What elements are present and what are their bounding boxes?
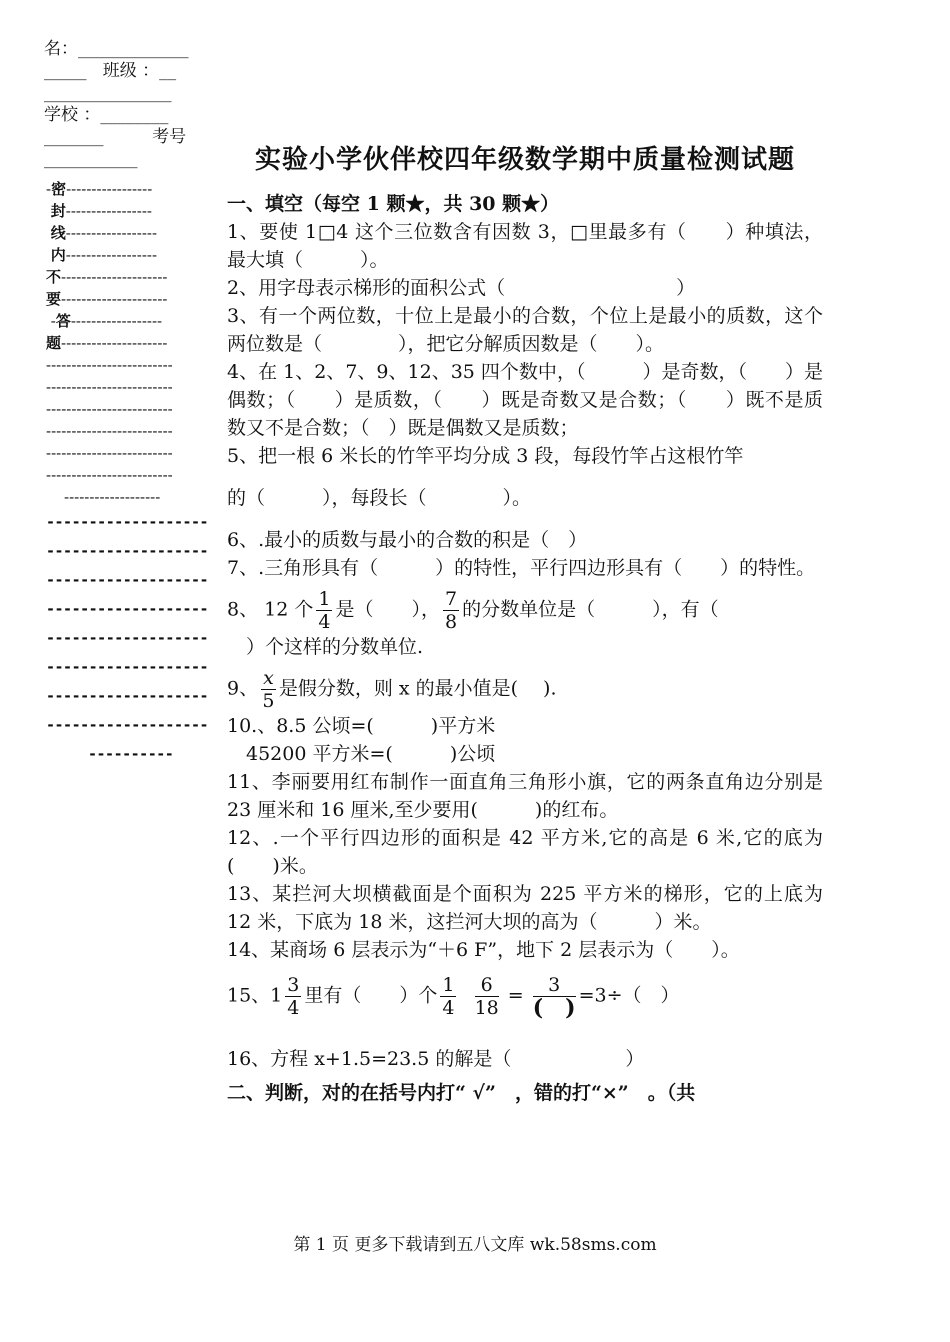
seal-line: [46, 244, 214, 266]
seal-dashes: ---------------------: [61, 268, 168, 286]
fraction-denominator: 4: [287, 997, 300, 1019]
question-7: 7、.三角形具有（ ）的特性，平行四边形具有（ ）的特性。: [227, 557, 816, 579]
fraction-denominator: 18: [474, 997, 499, 1019]
seal-dash-line: -------------------------: [46, 400, 173, 418]
seal-line: [46, 178, 214, 200]
question-12: 12、.一个平行四边形的面积是 42 平方米,它的高是 6 米,它的底为( )米。: [227, 827, 823, 877]
q8-text: 的分数单位是（ ），有（: [462, 598, 719, 621]
question-5b: 的（ ），每段长（ ）。: [227, 487, 532, 509]
question-10b: 45200 平方米=( )公顷: [227, 743, 496, 765]
fraction-denominator: 5: [262, 690, 275, 712]
fraction-one-quarter: [316, 588, 332, 633]
seal-character: 答: [55, 312, 71, 330]
seal-line: [46, 332, 214, 354]
question-5a: 5、把一根 6 米长的竹竿平均分成 3 段，每段竹竿占这根竹竿: [227, 445, 744, 467]
class-label: 班级 ：__: [102, 61, 177, 81]
fraction-numerator: 7: [444, 588, 458, 610]
seal-character: 线: [50, 224, 66, 242]
section-fill-blank-heading: 一、填空（每空 1 颗★，共 30 颗★）: [227, 193, 560, 215]
equals-sign: =: [507, 984, 524, 1007]
question-9: [227, 667, 823, 712]
question-14: 14、某商场 6 层表示为“＋6 F”，地下 2 层表示为（ ）。: [227, 939, 740, 961]
seal-thick-dash-line: -------------------: [46, 600, 209, 618]
seal-line: [46, 200, 214, 222]
seal-line: [46, 288, 214, 310]
seal-dash-line: -------------------------: [46, 444, 173, 462]
fraction-x-over-5: [261, 667, 276, 712]
seal-thick-dash-line: -------------------: [46, 513, 209, 531]
question-1: 1、要使 1□4 这个三位数含有因数 3，□里最多有（ ）种填法，最大填（ ）。: [227, 221, 823, 271]
fraction-denominator-blank: ( ): [532, 995, 576, 1021]
school-blank: _______: [44, 127, 104, 147]
q15-text: 里有（ ）个: [304, 984, 438, 1007]
seal-character: 题: [46, 334, 62, 352]
q15-text: 15、1: [227, 984, 283, 1007]
fraction-seven-eighths: [443, 588, 459, 633]
fraction-three-over-blank: [533, 974, 576, 1019]
class-row: [44, 60, 212, 82]
question-16: 16、方程 x+1.5=23.5 的解是（ ）: [227, 1048, 645, 1070]
name-row: [44, 38, 212, 60]
fraction-numerator: x: [263, 667, 274, 689]
fraction-three-quarters: [285, 974, 301, 1019]
fraction-numerator: 6: [475, 974, 499, 997]
seal-dashes: ------------------: [65, 246, 158, 264]
seal-dash-line: -------------------------: [46, 356, 173, 374]
fraction-denominator: 8: [444, 611, 458, 633]
seal-character: 内: [50, 246, 66, 264]
seal-character: 要: [46, 290, 62, 308]
seal-line: [46, 266, 214, 288]
name-label: 名：: [44, 39, 78, 59]
page-footer: 第 1 页 更多下载请到五八文库 wk.58sms.com: [293, 1235, 657, 1255]
seal-dashes: ---------------------: [61, 334, 168, 352]
seal-prefix: -: [46, 180, 52, 198]
seal-dashes: -----------------: [65, 202, 152, 220]
fraction-six-eighteenths: [475, 974, 499, 1019]
school-label: 学校 ：________: [44, 105, 169, 125]
spacer: [227, 512, 823, 526]
question-4: 4、在 1、2、7、9、12、35 四个数中，（ ）是奇数，（ ）是偶数；（ ）是质数，（ ）既是奇数又是合数；（ ）既不是质数又不是合数；（ ）既是偶数又是质数；: [227, 361, 823, 439]
question-13: 13、某拦河大坝横截面是个面积为 225 平方米的梯形，它的上底为 12 米，下底为 18 米，这拦河大坝的高为（ ）米。: [227, 883, 823, 933]
seal-prefix: -: [46, 312, 56, 330]
q15-text: =3÷（ ）: [578, 984, 680, 1007]
spacer: [227, 470, 823, 484]
name-blank: _____________: [78, 39, 189, 59]
question-11: 11、李丽要用红布制作一面直角三角形小旗，它的两条直角边分别是 23 厘米和 16 厘米,至少要用( )的红布。: [227, 771, 823, 821]
exam-label: 考号: [152, 127, 187, 147]
question-2: 2、用字母表示梯形的面积公式（ ）: [227, 277, 696, 299]
fraction-numerator: 3: [533, 974, 576, 997]
q9-text: 9、: [227, 677, 259, 700]
seal-line-area: [46, 178, 214, 769]
seal-thick-dash-line: -------------------: [46, 571, 209, 589]
seal-thick-dash-line: -------------------: [46, 658, 209, 676]
page-title: 实验小学伙伴校四年级数学期中质量检测试题: [254, 145, 795, 175]
seal-thick-dash-line: -------------------: [46, 687, 209, 705]
seal-dashes: ---------------------: [61, 290, 168, 308]
seal-character: 密: [51, 180, 67, 198]
question-6: 6、.最小的质数与最小的合数的积是（ ）: [227, 529, 588, 551]
seal-dashes: -----------------: [66, 180, 153, 198]
fraction-numerator: 3: [287, 974, 300, 996]
seal-dash-line: -------------------------: [46, 378, 173, 396]
q8-text: 是（ ），: [335, 598, 440, 621]
name-blank-cont: _____: [44, 61, 87, 81]
seal-thick-dash-line: ----------: [88, 745, 174, 763]
seal-character: 不: [46, 268, 62, 286]
question-10a: 10.、8.5 公顷=( )平方米: [227, 715, 496, 737]
exam-blank: ___________: [44, 149, 138, 169]
seal-thick-dash-line: -------------------: [46, 542, 209, 560]
q9-text: 是假分数，则 x 的最小值是( ).: [278, 677, 557, 700]
spacer: [227, 1019, 823, 1045]
question-3: 3、有一个两位数，十位上是最小的合数，个位上是最小的质数，这个两位数是（ ），把它分解质因数是（ ）。: [227, 305, 823, 355]
question-8-cont: ）个这样的分数单位.: [227, 636, 424, 658]
student-info-block: [44, 38, 212, 170]
seal-thick-dash-line: -------------------: [46, 629, 209, 647]
fraction-denominator: 4: [442, 997, 455, 1019]
seal-dash-line: -------------------------: [46, 422, 173, 440]
seal-dashes: ------------------: [70, 312, 163, 330]
class-blank: _______________: [44, 83, 172, 103]
fraction-numerator: 1: [442, 974, 455, 996]
seal-line: [46, 310, 214, 332]
exam-row: [44, 126, 212, 148]
section-true-false-heading: 二、判断，对的在括号内打“ √” ，错的打“×” 。（共: [227, 1082, 696, 1104]
seal-dash-line: -------------------------: [46, 466, 173, 484]
fraction-one-quarter: [440, 974, 456, 1019]
seal-dashes: ------------------: [65, 224, 158, 242]
seal-dash-line: -------------------: [64, 488, 161, 506]
fraction-denominator: 4: [318, 611, 331, 633]
question-15: [227, 974, 823, 1019]
question-8: [227, 588, 823, 633]
seal-line: [46, 222, 214, 244]
exam-content: [227, 140, 823, 1107]
seal-thick-dash-line: -------------------: [46, 716, 209, 734]
q8-text: 8、 12 个: [227, 598, 314, 621]
seal-character: 封: [50, 202, 66, 220]
fraction-numerator: 1: [318, 588, 331, 610]
